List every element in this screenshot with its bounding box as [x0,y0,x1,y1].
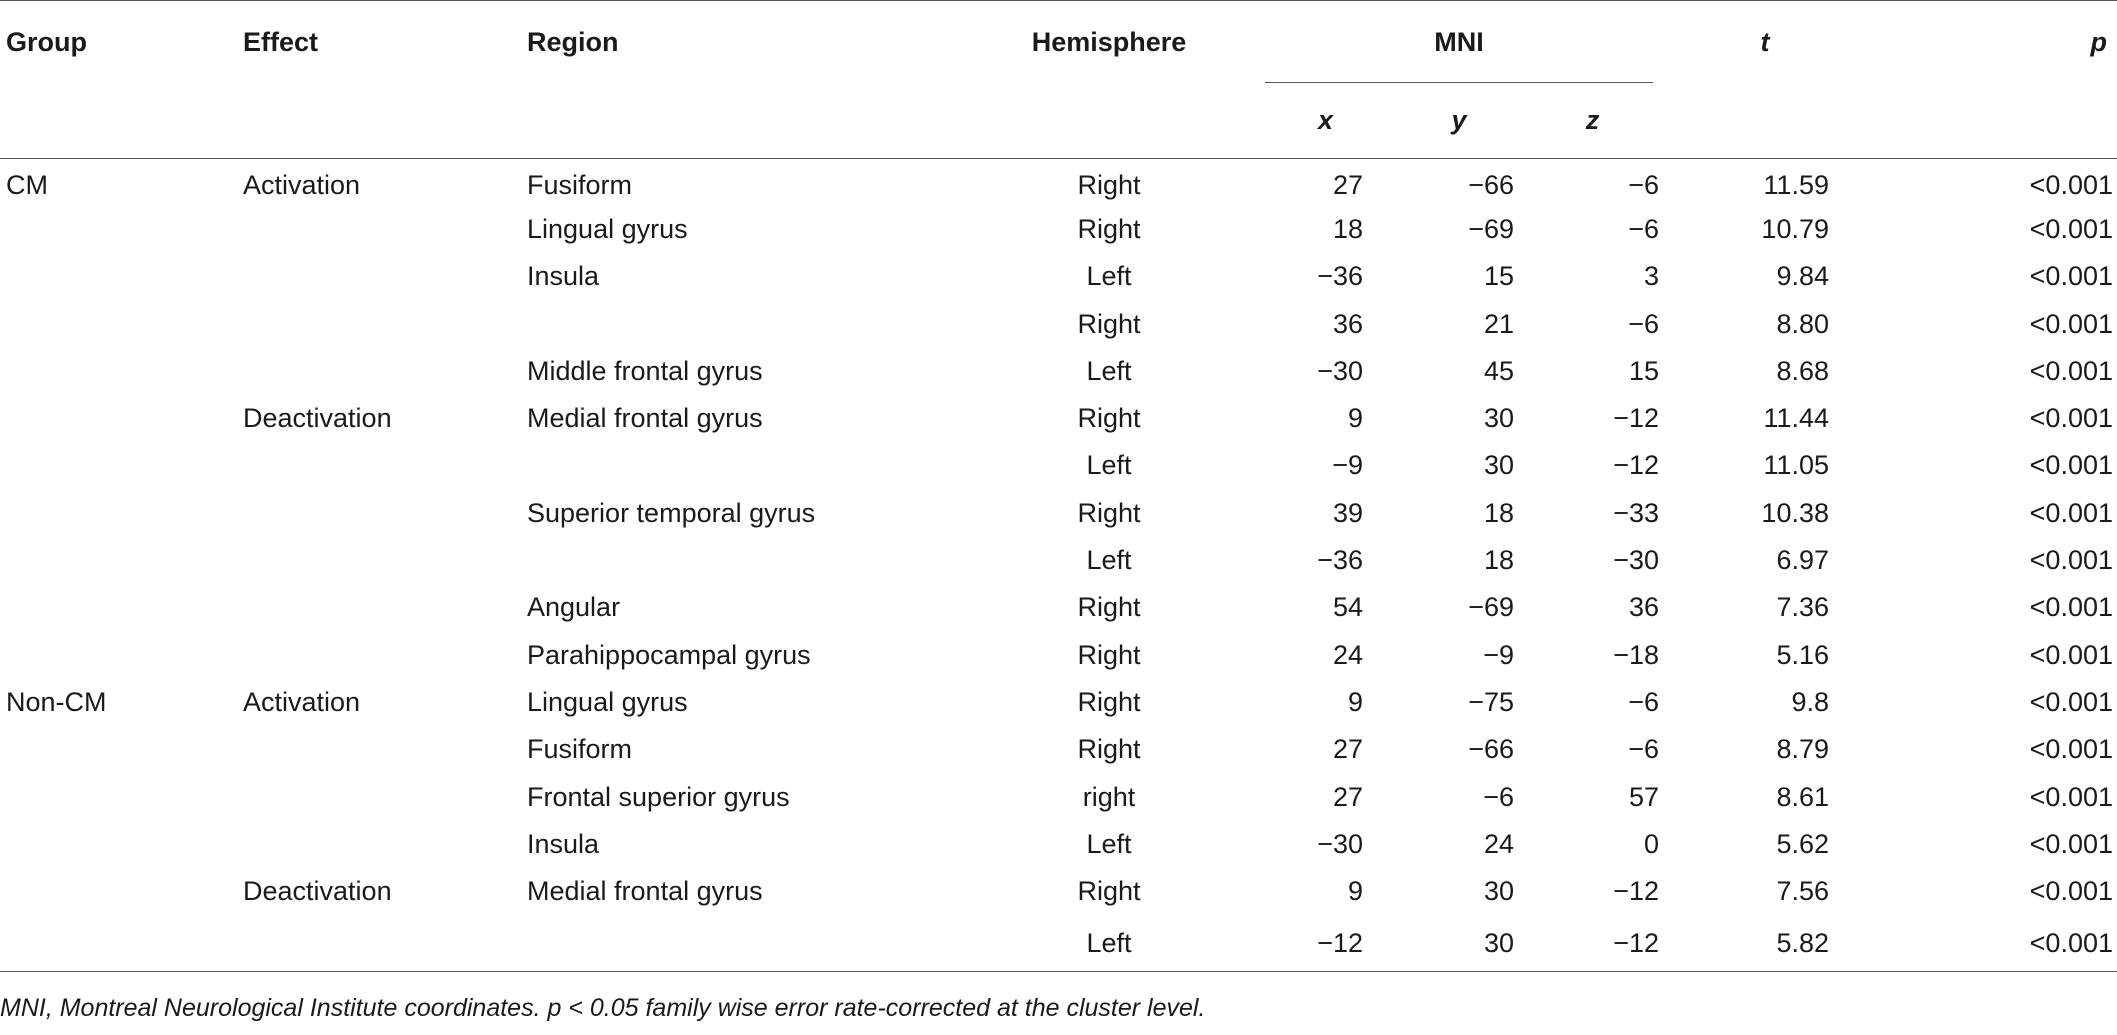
cell-region: Angular [527,592,621,623]
cell-group [0,537,243,584]
cell-x: −36 [1317,545,1363,576]
cell-region [527,442,959,489]
cell-x: −30 [1317,828,1363,859]
cell-x: −36 [1317,261,1363,292]
table-row [0,584,2117,631]
cell-x: 36 [1332,308,1363,339]
cell-x: 27 [1332,169,1363,200]
cell-z: −6 [1628,169,1659,200]
cell-region [527,537,959,584]
cell-group: Non-CM [6,686,107,717]
cell-effect: Deactivation [243,403,392,434]
cell-hemisphere: Left [1086,355,1132,386]
cell-group [0,442,243,489]
cell-z: −30 [1613,545,1659,576]
cell-p: <0.001 [2029,450,2113,481]
cell-region: Superior temporal gyrus [527,497,816,528]
cell-hemisphere: Right [1077,169,1141,200]
cell-z: −18 [1613,639,1659,670]
cell-mni [1259,584,1659,631]
table-body [0,159,2117,972]
header-y: y [1451,105,1467,135]
cell-hemisphere: Left [1086,545,1132,576]
table-row [0,395,2117,442]
cell-p: <0.001 [2029,261,2113,292]
cell-t: 9.8 [1791,686,1829,717]
header-mni-label: MNI [1434,26,1484,57]
header-xyz [1259,83,1659,159]
cell-y: −69 [1468,592,1514,623]
cell-z: −12 [1613,876,1659,907]
cell-z: −12 [1613,403,1659,434]
cell-y: 30 [1483,450,1514,481]
cell-p: <0.001 [2029,169,2113,200]
table-row [0,726,2117,773]
cell-y: 18 [1483,545,1514,576]
header-region: Region [527,26,619,57]
cell-mni [1259,821,1659,868]
cell-group [0,584,243,631]
cell-y: 30 [1483,876,1514,907]
cell-y: −6 [1483,781,1514,812]
cell-t: 10.79 [1761,213,1829,244]
cell-effect [243,490,527,537]
cell-z: 36 [1628,592,1659,623]
cell-t: 7.36 [1776,592,1829,623]
cell-group [0,206,243,253]
cell-z: −33 [1613,497,1659,528]
cell-effect [243,631,527,678]
cell-t: 11.44 [1763,403,1829,434]
cell-x: 27 [1332,781,1363,812]
cell-effect: Activation [243,686,361,717]
cell-y: 30 [1483,403,1514,434]
cell-region: Lingual gyrus [527,686,688,717]
table-row [0,537,2117,584]
cell-effect: Deactivation [243,876,392,907]
cell-mni [1259,868,1659,915]
table-footnote: MNI, Montreal Neurological Institute coordinates. p < 0.05 family wise error rate-corrected at the cluster level. [0,994,1206,1022]
table-row [0,206,2117,253]
cell-mni [1259,253,1659,300]
cell-region [527,915,959,971]
cell-y: −9 [1483,639,1514,670]
cell-region: Parahippocampal gyrus [527,639,811,670]
cell-region: Insula [527,261,600,292]
cell-z: 57 [1628,781,1659,812]
cell-z: −12 [1613,927,1659,958]
cell-y: 30 [1483,927,1514,958]
cell-group: CM [6,169,48,200]
header-x: x [1317,105,1334,135]
table-row [0,300,2117,347]
cell-group [0,773,243,820]
cell-z: 0 [1643,828,1659,859]
table-row [0,679,2117,726]
cell-effect [243,253,527,300]
table-row [0,915,2117,971]
table-row [0,159,2117,206]
table-row [0,348,2117,395]
cell-t: 8.68 [1776,355,1829,386]
cell-x: 9 [1347,876,1363,907]
cell-effect [243,584,527,631]
cell-p: <0.001 [2029,639,2113,670]
cell-hemisphere: right [1082,781,1136,812]
cell-hemisphere: Right [1077,734,1141,765]
cell-hemisphere: Right [1077,213,1141,244]
cell-y: −75 [1468,686,1514,717]
cell-hemisphere: Right [1077,686,1141,717]
cell-z: −6 [1628,686,1659,717]
cell-t: 11.59 [1763,169,1829,200]
cell-group [0,868,243,915]
cell-p: <0.001 [2029,828,2113,859]
cell-z: 3 [1643,261,1659,292]
cell-group [0,253,243,300]
cell-hemisphere: Left [1086,450,1132,481]
header-t: t [1760,26,1770,57]
cell-t: 8.79 [1776,734,1829,765]
cell-x: 18 [1332,213,1363,244]
cell-hemisphere: Right [1077,639,1141,670]
cell-p: <0.001 [2029,876,2113,907]
cell-y: −66 [1468,169,1514,200]
cell-t: 8.61 [1776,781,1829,812]
cell-effect: Activation [243,169,361,200]
cell-p: <0.001 [2029,308,2113,339]
cell-y: −66 [1468,734,1514,765]
cell-x: −9 [1332,450,1363,481]
cell-y: 21 [1483,308,1514,339]
header-hemisphere: Hemisphere [1031,26,1187,57]
cell-t: 8.80 [1776,308,1829,339]
cell-region: Fusiform [527,169,633,200]
cell-region: Medial frontal gyrus [527,403,763,434]
table-row [0,631,2117,678]
table-row [0,821,2117,868]
cell-region: Lingual gyrus [527,213,688,244]
header-p: p [2090,26,2107,57]
cell-x: 39 [1332,497,1363,528]
cell-t: 5.62 [1776,828,1829,859]
cell-group [0,348,243,395]
cell-x: −12 [1317,927,1363,958]
cell-z: −6 [1628,213,1659,244]
cell-y: 45 [1483,355,1514,386]
cell-z: −6 [1628,734,1659,765]
cell-p: <0.001 [2029,592,2113,623]
cell-t: 6.97 [1776,545,1829,576]
cell-hemisphere: Left [1086,927,1132,958]
cell-effect [243,206,527,253]
cell-region [527,300,959,347]
cell-region: Frontal superior gyrus [527,781,790,812]
cell-group [0,726,243,773]
table-header [0,1,2117,159]
cell-mni [1259,300,1659,347]
cell-t: 7.56 [1776,876,1829,907]
cell-p: <0.001 [2029,734,2113,765]
cell-y: 15 [1483,261,1514,292]
cell-group [0,915,243,971]
header-z: z [1585,105,1600,135]
cell-mni [1259,206,1659,253]
cell-effect [243,915,527,971]
cell-mni [1259,631,1659,678]
cell-region: Fusiform [527,734,633,765]
cell-t: 11.05 [1763,450,1829,481]
cell-group [0,821,243,868]
cell-hemisphere: Right [1077,876,1141,907]
cell-x: 24 [1332,639,1363,670]
cell-effect [243,773,527,820]
cell-hemisphere: Left [1086,828,1132,859]
cell-t: 5.16 [1776,639,1829,670]
cell-effect [243,726,527,773]
cell-group [0,395,243,442]
header-group: Group [6,26,87,57]
cell-mni [1259,679,1659,726]
cell-mni [1259,726,1659,773]
cell-mni [1259,537,1659,584]
table-row [0,490,2117,537]
cell-mni [1259,490,1659,537]
cell-region: Insula [527,828,600,859]
cell-t: 5.82 [1776,927,1829,958]
cell-p: <0.001 [2029,927,2113,958]
cell-region: Middle frontal gyrus [527,355,763,386]
cell-effect [243,821,527,868]
cell-y: 24 [1483,828,1514,859]
cell-p: <0.001 [2029,545,2113,576]
cell-region: Medial frontal gyrus [527,876,763,907]
cell-p: <0.001 [2029,497,2113,528]
cell-mni [1259,395,1659,442]
cell-mni [1259,348,1659,395]
cell-hemisphere: Right [1077,403,1141,434]
cell-x: 9 [1347,686,1363,717]
header-effect: Effect [243,26,319,57]
cell-y: −69 [1468,213,1514,244]
cell-mni [1259,159,1659,206]
cell-hemisphere: Right [1077,308,1141,339]
cell-group [0,490,243,537]
cell-p: <0.001 [2029,403,2113,434]
cell-mni [1259,442,1659,489]
cell-y: 18 [1483,497,1514,528]
table-row [0,442,2117,489]
table-row [0,253,2117,300]
cell-z: −12 [1613,450,1659,481]
cell-hemisphere: Right [1077,497,1141,528]
cell-p: <0.001 [2029,213,2113,244]
cell-x: 9 [1347,403,1363,434]
cell-x: 54 [1332,592,1363,623]
cell-x: −30 [1317,355,1363,386]
header-mni [1259,1,1659,84]
cell-mni [1259,773,1659,820]
cell-p: <0.001 [2029,781,2113,812]
cell-hemisphere: Right [1077,592,1141,623]
cell-hemisphere: Left [1086,261,1132,292]
cell-group [0,300,243,347]
cell-effect [243,348,527,395]
cell-effect [243,300,527,347]
cell-p: <0.001 [2029,686,2113,717]
cell-effect [243,537,527,584]
cell-z: 15 [1628,355,1659,386]
cell-t: 9.84 [1776,261,1829,292]
cell-t: 10.38 [1761,497,1829,528]
cell-p: <0.001 [2029,355,2113,386]
cell-x: 27 [1332,734,1363,765]
mni-divider [1265,82,1653,83]
table-row [0,773,2117,820]
table-row [0,868,2117,915]
cell-z: −6 [1628,308,1659,339]
cell-mni [1259,915,1659,971]
cell-effect [243,442,527,489]
cell-group [0,631,243,678]
